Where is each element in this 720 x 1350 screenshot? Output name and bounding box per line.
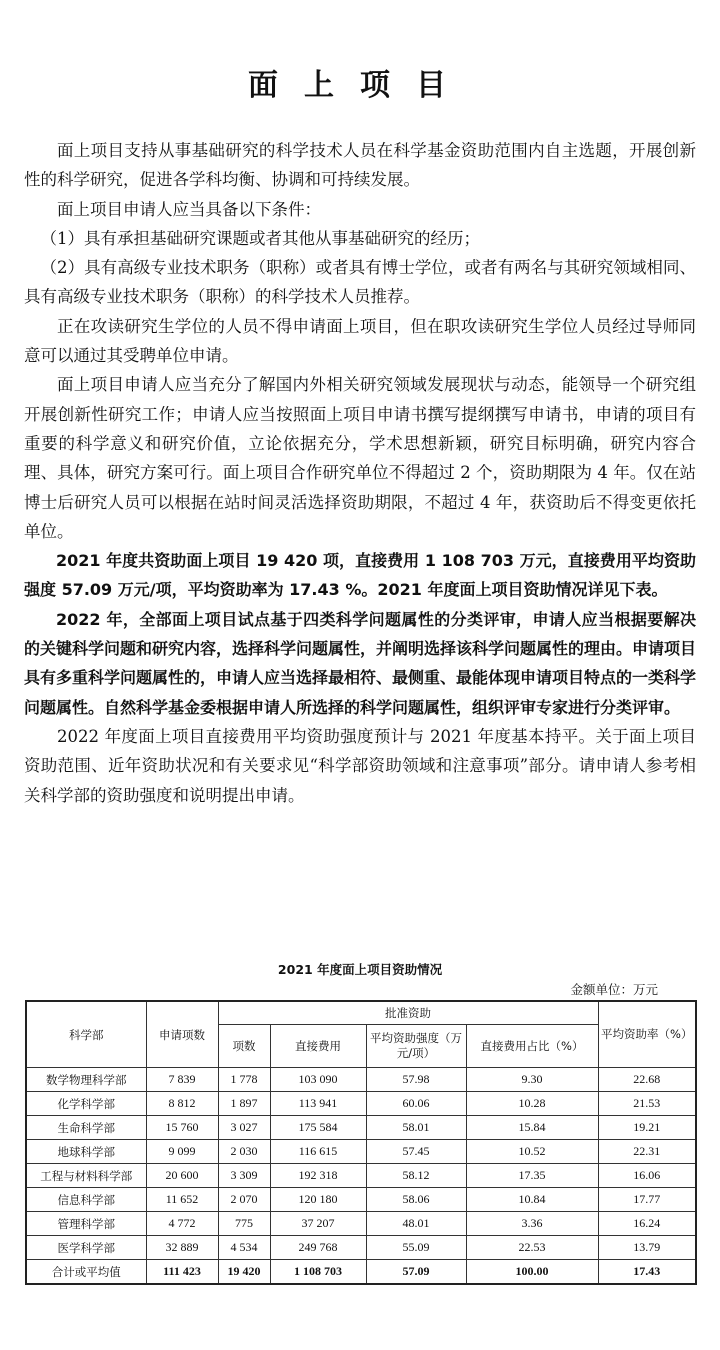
table-row <box>26 1188 696 1212</box>
cell-direct-cost: 120 180 <box>270 1188 366 1212</box>
cell-count: 775 <box>218 1212 270 1236</box>
table-row <box>26 1164 696 1188</box>
cell-applications: 7 839 <box>146 1068 218 1092</box>
condition-item-1: （1）具有承担基础研究课题或者其他从事基础研究的经历； <box>40 228 480 248</box>
header-dept: 科学部 <box>26 1001 146 1068</box>
header-count: 项数 <box>218 1025 270 1068</box>
cell-avg: 57.09 <box>366 1260 466 1285</box>
cell-share: 3.36 <box>466 1212 598 1236</box>
cell-share: 17.35 <box>466 1164 598 1188</box>
cell-direct-cost: 113 941 <box>270 1092 366 1116</box>
cell-dept: 地球科学部 <box>26 1140 146 1164</box>
cell-applications: 32 889 <box>146 1236 218 1260</box>
cell-count: 1 897 <box>218 1092 270 1116</box>
cell-avg: 57.45 <box>366 1140 466 1164</box>
paragraph-2021-summary: 2021 年度共资助面上项目 19 420 项，直接费用 1 108 703 万元，直接费用平均资助强度 57.09 万元/项，平均资助率为 17.43 %。2021 年度面上项目资助情况详见下表。 <box>24 551 696 600</box>
paragraph-2022-intensity: 2022 年度面上项目直接费用平均资助强度预计与 2021 年度基本持平。关于面上项目资助范围、近年资助状况和有关要求见“科学部资助领域和注意事项”部分。请申请人参考相关科学部的资助强度和说明提出申请。 <box>24 726 696 805</box>
cell-dept: 管理科学部 <box>26 1212 146 1236</box>
cell-applications: 8 812 <box>146 1092 218 1116</box>
cell-avg: 48.01 <box>366 1212 466 1236</box>
cell-rate: 16.24 <box>598 1212 696 1236</box>
cell-avg: 58.01 <box>366 1116 466 1140</box>
cell-applications: 20 600 <box>146 1164 218 1188</box>
header-approved: 批准资助 <box>218 1001 598 1025</box>
cell-avg: 58.12 <box>366 1164 466 1188</box>
paragraph-intro: 面上项目支持从事基础研究的科学技术人员在科学基金资助范围内自主选题，开展创新性的科学研究，促进各学科均衡、协调和可持续发展。 <box>24 141 696 190</box>
cell-count: 3 027 <box>218 1116 270 1140</box>
cell-direct-cost: 37 207 <box>270 1212 366 1236</box>
condition-item-2: （2）具有高级专业技术职务（职称）或者具有博士学位，或者有两名与其研究领域相同、具有高级专业技术职务（职称）的科学技术人员推荐。 <box>24 258 696 307</box>
cell-dept: 数学物理科学部 <box>26 1068 146 1092</box>
paragraph-requirements: 面上项目申请人应当充分了解国内外相关研究领域发展现状与动态，能领导一个研究组开展创新性研究工作；申请人应当按照面上项目申请书撰写提纲撰写申请书，申请的项目有重要的科学意义和研究价值，立论依据充分，学术思想新颖，研究目标明确，研究内容合理、具体，研究方案可行。面上项目合作研究单位不得超过 2 个，资助期限为 4 年。仅在站博士后研究人员可以根据在站时间灵活选择资助期限，不超过 4 年，获资助后不得变更依托单位。 <box>24 375 696 541</box>
cell-applications: 11 652 <box>146 1188 218 1212</box>
cell-count: 1 778 <box>218 1068 270 1092</box>
header-share: 直接费用占比（%） <box>466 1025 598 1068</box>
cell-count: 3 309 <box>218 1164 270 1188</box>
cell-avg: 60.06 <box>366 1092 466 1116</box>
table-row <box>26 1116 696 1140</box>
header-rate: 平均资助率（%） <box>598 1001 696 1068</box>
header-avg-intensity: 平均资助强度（万元/项） <box>366 1025 466 1068</box>
cell-direct-cost: 192 318 <box>270 1164 366 1188</box>
cell-share: 9.30 <box>466 1068 598 1092</box>
paragraph-students: 正在攻读研究生学位的人员不得申请面上项目，但在职攻读研究生学位人员经过导师同意可以通过其受聘单位申请。 <box>24 316 696 366</box>
cell-count: 2 070 <box>218 1188 270 1212</box>
table-title: 2021 年度面上项目资助情况 <box>277 962 443 977</box>
cell-avg: 55.09 <box>366 1236 466 1260</box>
cell-count: 2 030 <box>218 1140 270 1164</box>
cell-rate: 22.68 <box>598 1068 696 1092</box>
cell-share: 22.53 <box>466 1236 598 1260</box>
cell-applications: 15 760 <box>146 1116 218 1140</box>
table-row <box>26 1140 696 1164</box>
table-row <box>26 1236 696 1260</box>
cell-count: 4 534 <box>218 1236 270 1260</box>
cell-rate: 19.21 <box>598 1116 696 1140</box>
cell-applications: 4 772 <box>146 1212 218 1236</box>
cell-count: 19 420 <box>218 1260 270 1285</box>
cell-share: 10.28 <box>466 1092 598 1116</box>
cell-share: 10.84 <box>466 1188 598 1212</box>
cell-avg: 57.98 <box>366 1068 466 1092</box>
table-row-total <box>26 1260 696 1285</box>
paragraph-2022-review: 2022 年，全部面上项目试点基于四类科学问题属性的分类评审，申请人应当根据要解决的关键科学问题和研究内容，选择科学问题属性，并阐明选择该科学问题属性的理由。申请项目具有多重科学问题属性的，申请人应当选择最相符、最侧重、最能体现申请项目特点的一类科学问题属性。自然科学基金委根据申请人所选择的科学问题属性，组织评审专家进行分类评审。 <box>24 609 697 717</box>
table-row <box>26 1068 696 1092</box>
cell-direct-cost: 116 615 <box>270 1140 366 1164</box>
cell-dept: 医学科学部 <box>26 1236 146 1260</box>
cell-dept: 信息科学部 <box>26 1188 146 1212</box>
funding-table <box>25 1000 697 1285</box>
header-applications: 申请项数 <box>146 1001 218 1068</box>
header-direct-cost: 直接费用 <box>270 1025 366 1068</box>
cell-dept: 合计或平均值 <box>26 1260 146 1285</box>
table-row <box>26 1092 696 1116</box>
cell-rate: 17.77 <box>598 1188 696 1212</box>
body-text <box>24 136 696 810</box>
cell-share: 100.00 <box>466 1260 598 1285</box>
cell-dept: 化学科学部 <box>26 1092 146 1116</box>
cell-rate: 16.06 <box>598 1164 696 1188</box>
cell-rate: 22.31 <box>598 1140 696 1164</box>
page-title: 面上项目 <box>248 68 472 103</box>
cell-avg: 58.06 <box>366 1188 466 1212</box>
cell-rate: 17.43 <box>598 1260 696 1285</box>
cell-rate: 21.53 <box>598 1092 696 1116</box>
cell-share: 15.84 <box>466 1116 598 1140</box>
cell-direct-cost: 1 108 703 <box>270 1260 366 1285</box>
cell-dept: 工程与材料科学部 <box>26 1164 146 1188</box>
cell-direct-cost: 249 768 <box>270 1236 366 1260</box>
cell-dept: 生命科学部 <box>26 1116 146 1140</box>
cell-direct-cost: 175 584 <box>270 1116 366 1140</box>
cell-direct-cost: 103 090 <box>270 1068 366 1092</box>
cell-applications: 9 099 <box>146 1140 218 1164</box>
cell-rate: 13.79 <box>598 1236 696 1260</box>
table-row <box>26 1212 696 1236</box>
cell-share: 10.52 <box>466 1140 598 1164</box>
cell-applications: 111 423 <box>146 1260 218 1285</box>
paragraph-conditions: 面上项目申请人应当具备以下条件： <box>57 199 321 219</box>
table-unit: 金额单位：万元 <box>570 982 658 997</box>
